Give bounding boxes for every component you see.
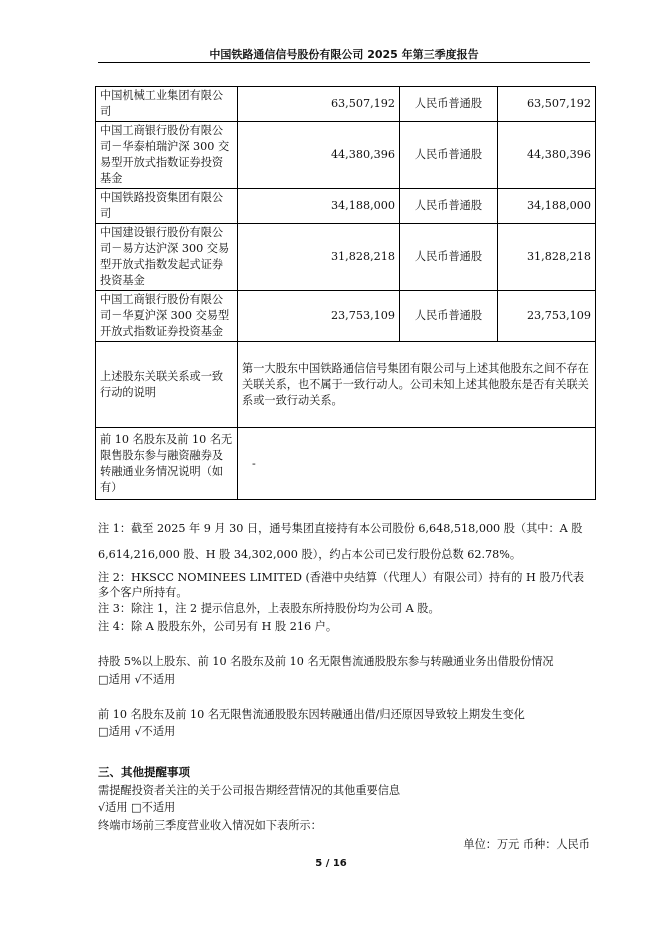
page-header: 中国铁路通信信号股份有限公司 2025 年第三季度报告 (209, 48, 479, 61)
table-row (96, 87, 596, 122)
share-count: 63,507,192 (498, 87, 596, 122)
section-heading: 三、其他提醒事项 (98, 765, 190, 779)
note-3: 注 3：除注 1，注 2 提示信息外，上表股东所持股份均为公司 A 股。 (98, 602, 440, 615)
table-row (96, 189, 596, 224)
table-row (96, 224, 596, 291)
holder-name: 中国工商银行股份有限公司－华泰柏瑞沪深 300 交易型开放式指数证券投资基金 (96, 122, 238, 189)
table-row (96, 122, 596, 189)
share-count: 31,828,218 (498, 224, 596, 291)
unit-label: 单位：万元 币种：人民币 (463, 838, 590, 851)
note-4: 注 4：除 A 股股东外，公司另有 H 股 216 户。 (98, 620, 338, 633)
holder-shares: 34,188,000 (238, 189, 400, 224)
margin-label: 前 10 名股东及前 10 名无限售股东参与融资融券及转融通业务情况说明（如有） (96, 428, 238, 500)
share-type: 人民币普通股 (400, 224, 498, 291)
change-options: □适用 √不适用 (98, 725, 176, 738)
share-count: 34,188,000 (498, 189, 596, 224)
holder-shares: 23,753,109 (238, 291, 400, 342)
share-type: 人民币普通股 (400, 291, 498, 342)
share-count: 44,380,396 (498, 122, 596, 189)
share-type: 人民币普通股 (400, 189, 498, 224)
holder-shares: 63,507,192 (238, 87, 400, 122)
change-title: 前 10 名股东及前 10 名无限售流通股股东因转融通出借/归还原因导致较上期发生变化 (98, 708, 525, 721)
lending-title: 持股 5%以上股东、前 10 名股东及前 10 名无限售流通股股东参与转融通业务出借股份情况 (98, 655, 554, 668)
relation-label: 上述股东关联关系或一致行动的说明 (96, 342, 238, 428)
margin-text: - (238, 428, 596, 500)
table-row (96, 291, 596, 342)
share-type: 人民币普通股 (400, 87, 498, 122)
header-rule (98, 62, 590, 63)
page-number: 5 / 16 (315, 858, 347, 869)
holder-name: 中国铁路投资集团有限公司 (96, 189, 238, 224)
shareholders-table (95, 86, 596, 500)
section-line-1: 需提醒投资者关注的关于公司报告期经营情况的其他重要信息 (98, 784, 401, 797)
section-options: √适用 □不适用 (98, 801, 176, 814)
note-2: 注 2：HKSCC NOMINEES LIMITED (香港中央结算（代理人）有限公司）持有的 H 股乃代表多个客户所持有。 (98, 571, 585, 599)
holder-name: 中国建设银行股份有限公司－易方达沪深 300 交易型开放式指数发起式证券投资基金 (96, 224, 238, 291)
share-type: 人民币普通股 (400, 122, 498, 189)
section-line-2: 终端市场前三季度营业收入情况如下表所示： (98, 819, 322, 832)
holder-shares: 31,828,218 (238, 224, 400, 291)
relation-text: 第一大股东中国铁路通信信号集团有限公司与上述其他股东之间不存在关联关系，也不属于一致行动人。公司未知上述其他股东是否有关联关系或一致行动关系。 (238, 342, 596, 428)
holder-name: 中国机械工业集团有限公司 (96, 87, 238, 122)
holder-name: 中国工商银行股份有限公司－华夏沪深 300 交易型开放式指数证券投资基金 (96, 291, 238, 342)
margin-row (96, 428, 596, 500)
note-1: 注 1：截至 2025 年 9 月 30 日，通号集团直接持有本公司股份 6,648,518,000 股（其中：A 股 6,614,216,000 股、H 股 34,302,000 股），约占本公司已发行股份总数 62.78%。 (98, 522, 583, 561)
lending-options: □适用 √不适用 (98, 673, 176, 686)
relation-row (96, 342, 596, 428)
share-count: 23,753,109 (498, 291, 596, 342)
holder-shares: 44,380,396 (238, 122, 400, 189)
